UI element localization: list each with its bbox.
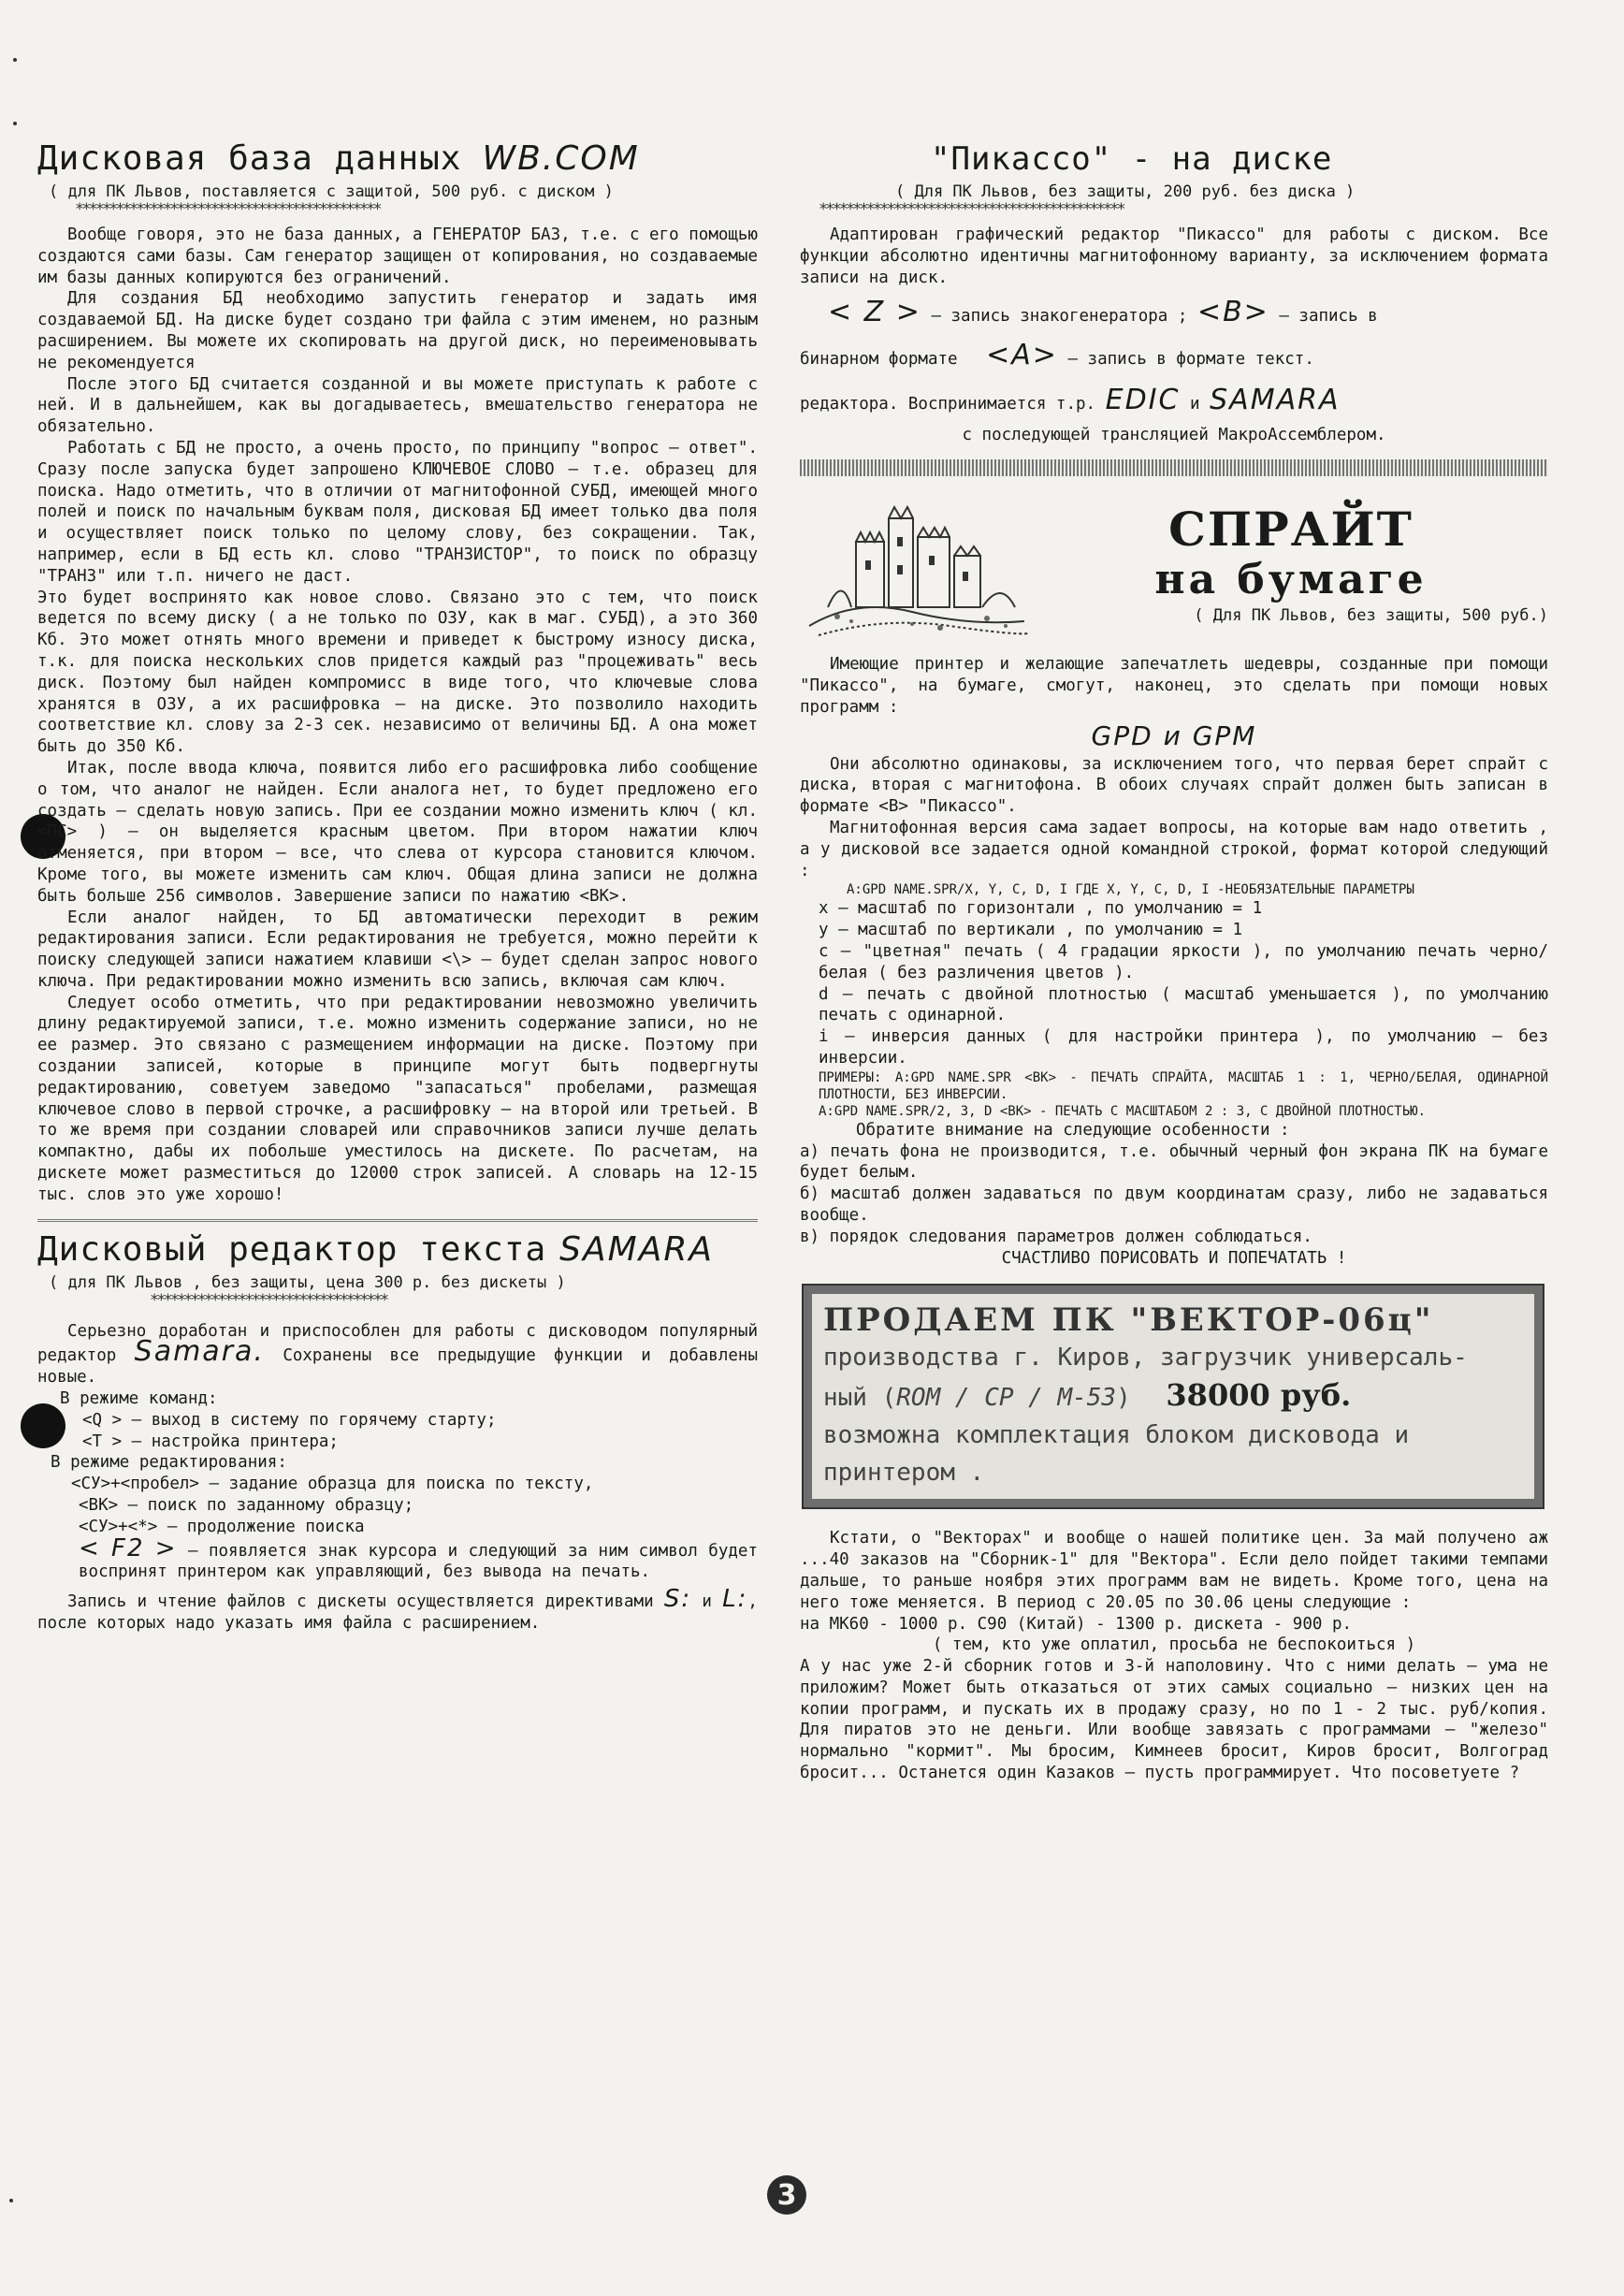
article-title-wb (37, 140, 758, 178)
title-text: Дисковая база данных (37, 139, 462, 178)
speck (13, 58, 17, 62)
advert-price: 38000 руб. (1166, 1377, 1352, 1414)
advert-line: производства г. Киров, загрузчик универсаль- (823, 1344, 1468, 1373)
right-column (800, 140, 1548, 1784)
brand-samara: SAMARA (1210, 384, 1341, 417)
param-line: d – печать с двойной плотностью ( масштаб уменьшается ), по умолчанию печать с одинарной. (819, 984, 1548, 1025)
command-line: <СУ>+<*> – продолжение поиска (79, 1517, 365, 1536)
text: – запись в (1279, 307, 1378, 327)
paragraph: Они абсолютно одинаковы, за исключением того, что первая берет спрайт с диска, вторая с магнитофона. В обоих случаях спрайт должен быть записан в формате <B> "Пикассо". (800, 754, 1548, 817)
key-a: <A> (986, 339, 1058, 372)
advert-line: принтером . (823, 1459, 985, 1488)
command-line: <ВК> – поиск по заданному образцу; (79, 1496, 414, 1516)
note-line: б) масштаб должен задаваться по двум координатам сразу, либо не задаваться вообще. (800, 1184, 1548, 1225)
stars-divider: *********************************** (150, 1292, 387, 1308)
price-list: на МК60 - 1000 р. C90 (Китай) - 1300 р. дискета - 900 р. (800, 1614, 1353, 1634)
paid-note: ( тем, кто уже оплатил, просьба не беспокоиться ) (932, 1635, 1416, 1655)
advert-box (804, 1286, 1543, 1507)
paragraph: Для создания БД необходимо запустить генератор и задать имя создаваемой БД. На диске будет создано три файла с этим именем, но разным расширением. Вы можете их скопировать на другой диск, но переименовывать не рекомендуется (37, 289, 758, 372)
article-subtitle-samara: ( для ПК Львов , без защиты, цена 300 р. без дискеты ) (49, 1272, 566, 1292)
advert-line: возможна комплектация блоком дисковода и (823, 1421, 1410, 1450)
page-number-badge: 3 (767, 2175, 806, 2215)
paragraph (37, 1585, 758, 1635)
paragraph: Если аналог найден, то БД автоматически переходит в режим редактирования записи. Если редактирования не требуется, можно перейти к поиску следующей записи нажатием клавиши <\> – будет сделан запрос нового ключа. При редактировании можно изменить всю запись, включая сам ключ. (37, 908, 758, 991)
paragraph: Работать с БД не просто, а очень просто, по принципу "вопрос – ответ". Сразу после запуска будет запрошено КЛЮЧЕВОЕ СЛОВО – т.е. образец для поиска. Надо отметить, что в отличии от магнитофонной СУБД, имеющей много полей и поиск по начальным буквам поля, дисковая БД имеет только два поля и осуществляет поиск только по целому слову, без сокращении. Так, например, если в БД есть кл. слово "ТРАНЗИСТОР", то поиск по образцу "ТРАНЗ" или т.п. ничего не даст. (37, 438, 758, 586)
castle-illustration-icon (800, 486, 1034, 645)
command-f2 (37, 1533, 758, 1584)
left-column (37, 140, 758, 1635)
paragraph: с последующей трансляцией МакроАссемблером. (962, 426, 1386, 445)
key-b: <B> (1196, 296, 1269, 329)
paragraph (37, 1321, 758, 1388)
param-line: x – масштаб по горизонтали , по умолчанию = 1 (819, 899, 1263, 919)
examples: ПРИМЕРЫ: A:GPD NAME.SPR <ВК> - ПЕЧАТЬ СПРАЙТА, МАСШТАБ 1 : 1, ЧЕРНО/БЕЛАЯ, ОДИНАРНОЙ ПЛОТНОСТИ, БЕЗ ИНВЕРСИИ. (819, 1069, 1548, 1102)
paragraph: Адаптирован графический редактор "Пикассо" для работы с диском. Все функции абсолютно идентичны магнитофонному варианту, за исключением формата записи на диск. (800, 225, 1548, 287)
format-z-b (800, 294, 1548, 335)
format-editors (800, 380, 1548, 425)
text: и (702, 1592, 712, 1612)
sprite-header (800, 486, 1548, 645)
text: – запись знакогенератора ; (931, 307, 1188, 327)
advert-line (823, 1376, 1523, 1417)
paragraph: Обратите внимание на следующие особенности : (856, 1120, 1290, 1140)
text: ный ( (823, 1384, 897, 1413)
directive-l: L: (722, 1585, 748, 1614)
paragraph: Кстати, о "Векторах" и вообще о нашей политике цен. За май получено аж ...40 заказов на "Сборник-1" для "Вектора". Если дело пойдет такими темпами дальше, то раньше ноября этих программ вам не видеть. Кроме того, цена на него тоже меняется. В период с 20.05 по 30.06 цены следующие : (800, 1529, 1548, 1612)
param-line: c – "цветная" печать ( 4 градации яркости ), по умолчанию печать черно/белая ( без различения цветов ). (819, 941, 1548, 982)
key-f2: < F2 > (79, 1533, 178, 1562)
sprite-title-block (1034, 503, 1548, 627)
paragraph: Магнитофонная версия сама задает вопросы, на которые вам надо ответить , а у дисковой все задается одной командной строкой, формат которой следующий : (800, 818, 1548, 880)
article-body-samara (37, 1321, 758, 1635)
command-line: <Q > – выход в систему по горячему старту; (82, 1410, 497, 1430)
key-z: < Z > (828, 296, 921, 329)
param-line: i – инверсия данных ( для настройки принтера ), по умолчанию – без инверсии. (819, 1027, 1548, 1068)
hatched-divider (800, 459, 1548, 476)
article-title-samara (37, 1231, 758, 1269)
article-body-wb (37, 225, 758, 1206)
format-a (800, 335, 1548, 380)
stars-divider: ********************************************* (75, 202, 380, 217)
title-text: Дисковый редактор текста (37, 1229, 547, 1269)
paragraph: Следует особо отметить, что при редактировании невозможно увеличить длину редактируемой записи, т.е. можно изменить содержание записи, но не ее размер. Это связано с размещением информации на диске. Поэтому при создании записей, которые в принципе могут быть подвергнуты редактированию, советуем заведомо "запасаться" пробелами, размещая ключевое слово в первой строчке, а расшифровку – на второй или третьей. В то же время при создании словарей или справочников записи лучше делать компактно, дабы их побольше уместилось на дискете. По расчетам, на дискете может разместиться до 12000 строк записей. А словарь на 12-15 тыс. слов это уже хорошо! (37, 993, 758, 1204)
sprite-subtitle: ( Для ПК Львов, без защиты, 500 руб.) (1194, 606, 1548, 626)
stars-divider: ********************************************* (819, 202, 1124, 217)
brand-edic: EDIC (1105, 384, 1181, 417)
intro-text: Серьезно доработан и приспособлен для работы с дисководом популярный редактор (37, 1321, 758, 1366)
article-body-sprite (800, 654, 1548, 1269)
command-format: A:GPD NAME.SPR/X, Y, C, D, I ГДЕ X, Y, C, D, I -НЕОБЯЗАТЕЛЬНЫЕ ПАРАМЕТРЫ (847, 882, 1414, 898)
text: Запись и чтение файлов с дискеты осуществляется директивами (67, 1592, 654, 1612)
speck (9, 2199, 13, 2202)
note-line: в) порядок следования параметров должен соблюдаться. (800, 1227, 1312, 1246)
command-line: <СУ>+<пробел> – задание образца для поиска по тексту, (71, 1475, 594, 1494)
text: ) (1116, 1384, 1131, 1413)
param-line: y – масштаб по вертикали , по умолчанию = 1 (819, 921, 1243, 940)
paragraph: Вообще говоря, это не база данных, а ГЕНЕРАТОР БАЗ, т.е. с его помощью создаются сами базы. Сам генератор защищен от копирования, но создаваемые им базы данных копируются без ограничений. (37, 225, 758, 287)
article-body-picasso (800, 225, 1548, 446)
paragraph: А у нас уже 2-й сборник готов и 3-й наполовину. Что с ними делать – ума не приложим? Может быть отказаться от этих самых социально – низких цен на копии программ, и пускать их в продажу сразу, но по 1 - 2 тыс. руб/копия. Для пиратов это не деньги. Или вообще завязать с программами – "железо" нормально "кормит". Мы бросим, Кимнеев бросит, Киров бросит, Волгоград бросит... Останется один Казаков – пусть программирует. Что посоветуете ? (800, 1657, 1548, 1783)
note-line: а) печать фона не производится, т.е. обычный черный фон экрана ПК на бумаге будет белым. (800, 1141, 1548, 1183)
text: – запись в формате текст. (1067, 350, 1314, 370)
text: бинарном формате (800, 350, 958, 370)
command-line: <T > – настройка принтера; (82, 1431, 339, 1451)
f2-description: – появляется знак курсора и следующий за ним символ будет воспринят принтером как управляющий, без вывода на печать. (79, 1541, 758, 1582)
speck (13, 122, 17, 125)
mode-label: В режиме редактирования: (51, 1453, 287, 1473)
examples: A:GPD NAME.SPR/2, 3, D <ВК> - ПЕЧАТЬ С МАСШТАБОМ 2 : 3, С ДВОЙНОЙ ПЛОТНОСТЬЮ. (819, 1103, 1427, 1119)
article-body-prices (800, 1528, 1548, 1784)
paragraph: После этого БД считается созданной и вы можете приступать к работе с ней. И в дальнейшем, как вы догадываетесь, вмешательство генератора не обязательно. (37, 374, 758, 437)
mode-label: В режиме команд: (60, 1389, 218, 1409)
text: и (1190, 395, 1200, 414)
text: , после которых надо указать имя файла с расширением. (37, 1592, 758, 1634)
closing-line: СЧАСТЛИВО ПОРИСОВАТЬ И ПОПЕЧАТАТЬ ! (1001, 1248, 1347, 1268)
section-divider (37, 1219, 758, 1222)
advert-headline: ПРОДАЕМ ПК "ВЕКТОР-06ц" (823, 1301, 1434, 1340)
article-title-picasso: "Пикассо" - на диске (931, 140, 1333, 178)
article-subtitle-picasso: ( Для ПК Львов, без защиты, 200 руб. без диска ) (895, 182, 1356, 201)
intro-text: Сохранены все предыдущие функции и добавлены новые. (37, 1346, 758, 1388)
paragraph: Это будет воспринято как новое слово. Связано это с тем, что поиск ведется по всему диску ( а не только по ОЗУ, как в маг. СУБД), а это 360 Кб. Это может отнять много времени и приведет к быстрому износу диска, т.к. для поиска нескольких слов придется каждый раз "процеживать" весь диск. Поэтому был найден компромисс в виде того, что ключевые слова хранятся в ОЗУ, а их расшифровка – на диске. Это позволило находить соответствие кл. слову за 2-3 сек. независимо от величины БД. А она может быть до 350 Кб. (37, 588, 758, 757)
text: редактора. Воспринимается т.р. (800, 395, 1096, 414)
program-names: GPD и GPM (1091, 719, 1257, 751)
sprite-title-2: на бумаге (1154, 556, 1428, 604)
directive-s: S: (663, 1585, 692, 1614)
title-brand: SAMARA (559, 1229, 714, 1269)
paragraph: Имеющие принтер и желающие запечатлеть шедевры, созданные при помощи "Пикассо", на бумаге, смогут, наконец, это сделать при помощи новых программ : (800, 655, 1548, 717)
article-subtitle-wb: ( для ПК Львов, поставляется с защитой, 500 руб. с диском ) (49, 182, 614, 201)
brand-samara: Samara. (134, 1335, 265, 1369)
paragraph: Итак, после ввода ключа, появится либо его расшифровка либо сообщение о том, что аналог не найден. Если аналога нет, то будет предложено его создать – сделать новую запись. При ее создании можно изменить ключ ( кл. <ПС> ) – он выделяется красным цветом. При втором нажатии ключ отменяется, при втором – все, что слева от курсора становится ключом. Кроме того, вы можете изменить сам ключ. Общая длина записи не должна быть больше 256 символов. Завершение записи по нажатию <ВК>. (37, 758, 758, 906)
title-brand: WB.COM (482, 139, 640, 178)
sprite-title-1: СПРАЙТ (1168, 501, 1414, 558)
text: ROM / CP / M-53 (896, 1384, 1117, 1413)
